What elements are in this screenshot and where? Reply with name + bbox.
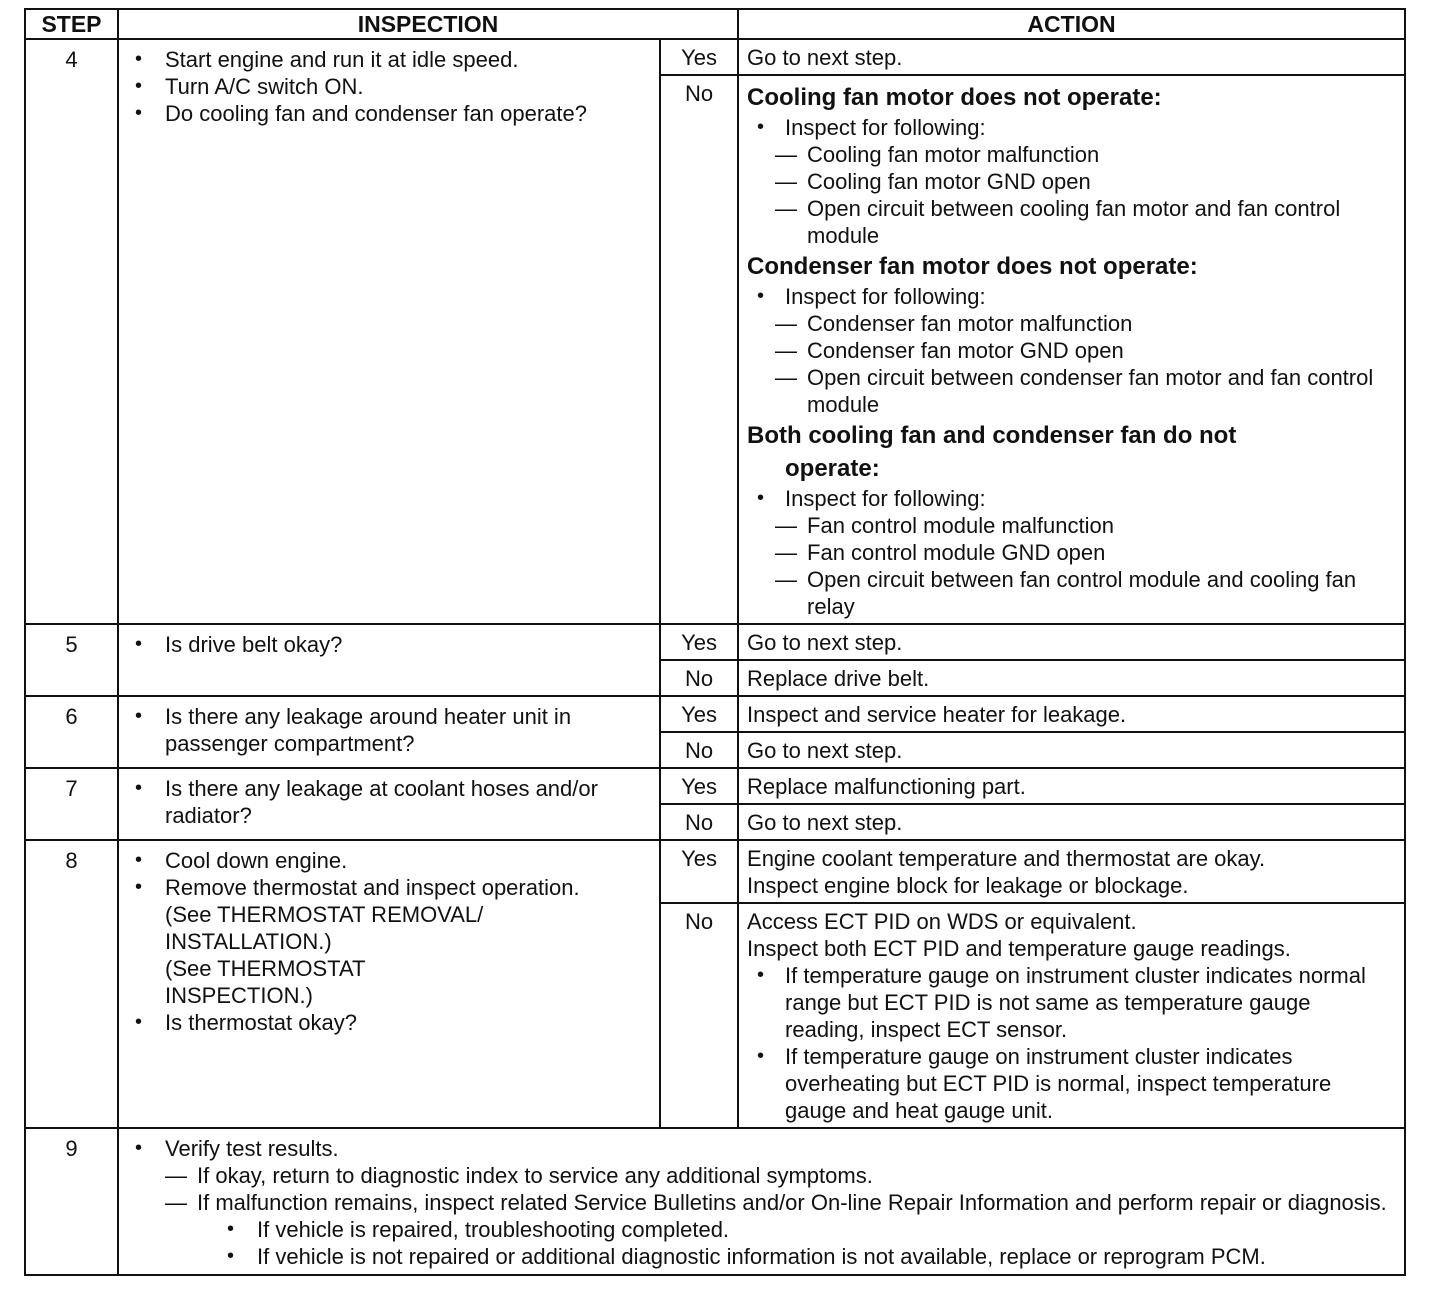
list-item: — If malfunction remains, inspect related Service Bulletins and/or On-line Repair Information and perform repair or diagnosis. bbox=[165, 1189, 1394, 1216]
step-8-yes-row bbox=[25, 840, 1405, 903]
step-6-inspection bbox=[118, 696, 660, 768]
list-item: — Condenser fan motor GND open bbox=[775, 337, 1396, 364]
step-7-yes-row bbox=[25, 768, 1405, 804]
step-number: 6 bbox=[25, 696, 118, 768]
list-item: • Is there any leakage around heater unit in passenger compartment? bbox=[135, 703, 649, 757]
step-4-no-action bbox=[738, 75, 1405, 624]
thermostat-removal-ref: (See THERMOSTAT REMOVAL/ bbox=[165, 902, 484, 927]
list-item: • Is drive belt okay? bbox=[135, 631, 649, 658]
inspection-header: INSPECTION bbox=[118, 9, 738, 39]
list-item bbox=[135, 874, 649, 1009]
step-number: 5 bbox=[25, 624, 118, 696]
list-item: • Inspect for following: bbox=[757, 114, 1396, 141]
list-item: • Inspect for following: bbox=[757, 485, 1396, 512]
action-line: Engine coolant temperature and thermostat are okay. bbox=[747, 846, 1266, 871]
step-7-no-action: Go to next step. bbox=[738, 804, 1405, 840]
no-label: No bbox=[660, 660, 738, 696]
list-item: • If temperature gauge on instrument cluster indicates overheating but ECT PID is normal, inspect temperature gauge and heat gauge unit. bbox=[757, 1043, 1396, 1124]
no-label: No bbox=[660, 903, 738, 1128]
both-fans-heading: Both cooling fan and condenser fan do not bbox=[747, 422, 1237, 449]
step-7-inspection bbox=[118, 768, 660, 840]
step-6-yes-row bbox=[25, 696, 1405, 732]
yes-label: Yes bbox=[660, 840, 738, 903]
step-4-yes-action: Go to next step. bbox=[738, 39, 1405, 75]
list-item bbox=[135, 1135, 1394, 1270]
condenser-fan-heading: Condenser fan motor does not operate: bbox=[747, 253, 1198, 280]
list-item: • Is there any leakage at coolant hoses and/or radiator? bbox=[135, 775, 649, 829]
yes-label: Yes bbox=[660, 624, 738, 660]
step-6-yes-action: Inspect and service heater for leakage. bbox=[738, 696, 1405, 732]
step-5-inspection bbox=[118, 624, 660, 696]
inspection-text: • Remove thermostat and inspect operation. bbox=[165, 875, 580, 900]
list-item: • Inspect for following: bbox=[757, 283, 1396, 310]
step-9-content bbox=[118, 1128, 1405, 1275]
step-5-no-action: Replace drive belt. bbox=[738, 660, 1405, 696]
no-label: No bbox=[660, 732, 738, 768]
action-header: ACTION bbox=[738, 9, 1405, 39]
step-number: 9 bbox=[25, 1128, 118, 1275]
verify-text: • Verify test results. bbox=[165, 1136, 339, 1161]
step-number: 4 bbox=[25, 39, 118, 624]
action-line: Access ECT PID on WDS or equivalent. bbox=[747, 909, 1137, 934]
list-item: — Fan control module GND open bbox=[775, 539, 1396, 566]
thermostat-inspection-ref: (See THERMOSTAT bbox=[165, 956, 366, 981]
list-item: • If vehicle is not repaired or additional diagnostic information is not available, replace or reprogram PCM. bbox=[227, 1243, 1394, 1270]
list-item: — If okay, return to diagnostic index to service any additional symptoms. bbox=[165, 1162, 1394, 1189]
list-item: — Open circuit between condenser fan motor and fan control module bbox=[775, 364, 1396, 418]
list-item: • Turn A/C switch ON. bbox=[135, 73, 649, 100]
list-item: — Open circuit between fan control module and cooling fan relay bbox=[775, 566, 1396, 620]
step-7-yes-action: Replace malfunctioning part. bbox=[738, 768, 1405, 804]
cooling-fan-heading: Cooling fan motor does not operate: bbox=[747, 84, 1162, 111]
list-item: — Fan control module malfunction bbox=[775, 512, 1396, 539]
yes-label: Yes bbox=[660, 39, 738, 75]
thermostat-inspection-ref-cont: INSPECTION.) bbox=[165, 983, 313, 1008]
list-item: • Cool down engine. bbox=[135, 847, 649, 874]
list-item: — Condenser fan motor malfunction bbox=[775, 310, 1396, 337]
step-4-yes-row bbox=[25, 39, 1405, 75]
step-8-no-action bbox=[738, 903, 1405, 1128]
yes-label: Yes bbox=[660, 768, 738, 804]
step-9-row bbox=[25, 1128, 1405, 1275]
diagnostic-document bbox=[24, 8, 1404, 1279]
no-label: No bbox=[660, 804, 738, 840]
list-item: • If vehicle is repaired, troubleshooting completed. bbox=[227, 1216, 1394, 1243]
both-fans-heading-cont: operate: bbox=[785, 455, 880, 482]
step-5-yes-row bbox=[25, 624, 1405, 660]
no-label: No bbox=[660, 75, 738, 624]
step-number: 8 bbox=[25, 840, 118, 1128]
step-4-inspection bbox=[118, 39, 660, 624]
step-5-yes-action: Go to next step. bbox=[738, 624, 1405, 660]
action-line: Inspect both ECT PID and temperature gauge readings. bbox=[747, 936, 1291, 961]
step-8-yes-action bbox=[738, 840, 1405, 903]
step-6-no-action: Go to next step. bbox=[738, 732, 1405, 768]
diagnostic-table bbox=[24, 8, 1406, 1276]
yes-label: Yes bbox=[660, 696, 738, 732]
list-item: — Cooling fan motor GND open bbox=[775, 168, 1396, 195]
step-number: 7 bbox=[25, 768, 118, 840]
list-item: • Do cooling fan and condenser fan operate? bbox=[135, 100, 649, 127]
step-8-inspection bbox=[118, 840, 660, 1128]
list-item: • Start engine and run it at idle speed. bbox=[135, 46, 649, 73]
thermostat-removal-ref-cont: INSTALLATION.) bbox=[165, 929, 332, 954]
action-line: Inspect engine block for leakage or blockage. bbox=[747, 873, 1189, 898]
list-item: • If temperature gauge on instrument cluster indicates normal range but ECT PID is not same as temperature gauge reading, inspect ECT sensor. bbox=[757, 962, 1396, 1043]
list-item: — Open circuit between cooling fan motor and fan control module bbox=[775, 195, 1396, 249]
list-item: — Cooling fan motor malfunction bbox=[775, 141, 1396, 168]
step-header: STEP bbox=[25, 9, 118, 39]
list-item: • Is thermostat okay? bbox=[135, 1009, 649, 1036]
header-row bbox=[25, 9, 1405, 39]
